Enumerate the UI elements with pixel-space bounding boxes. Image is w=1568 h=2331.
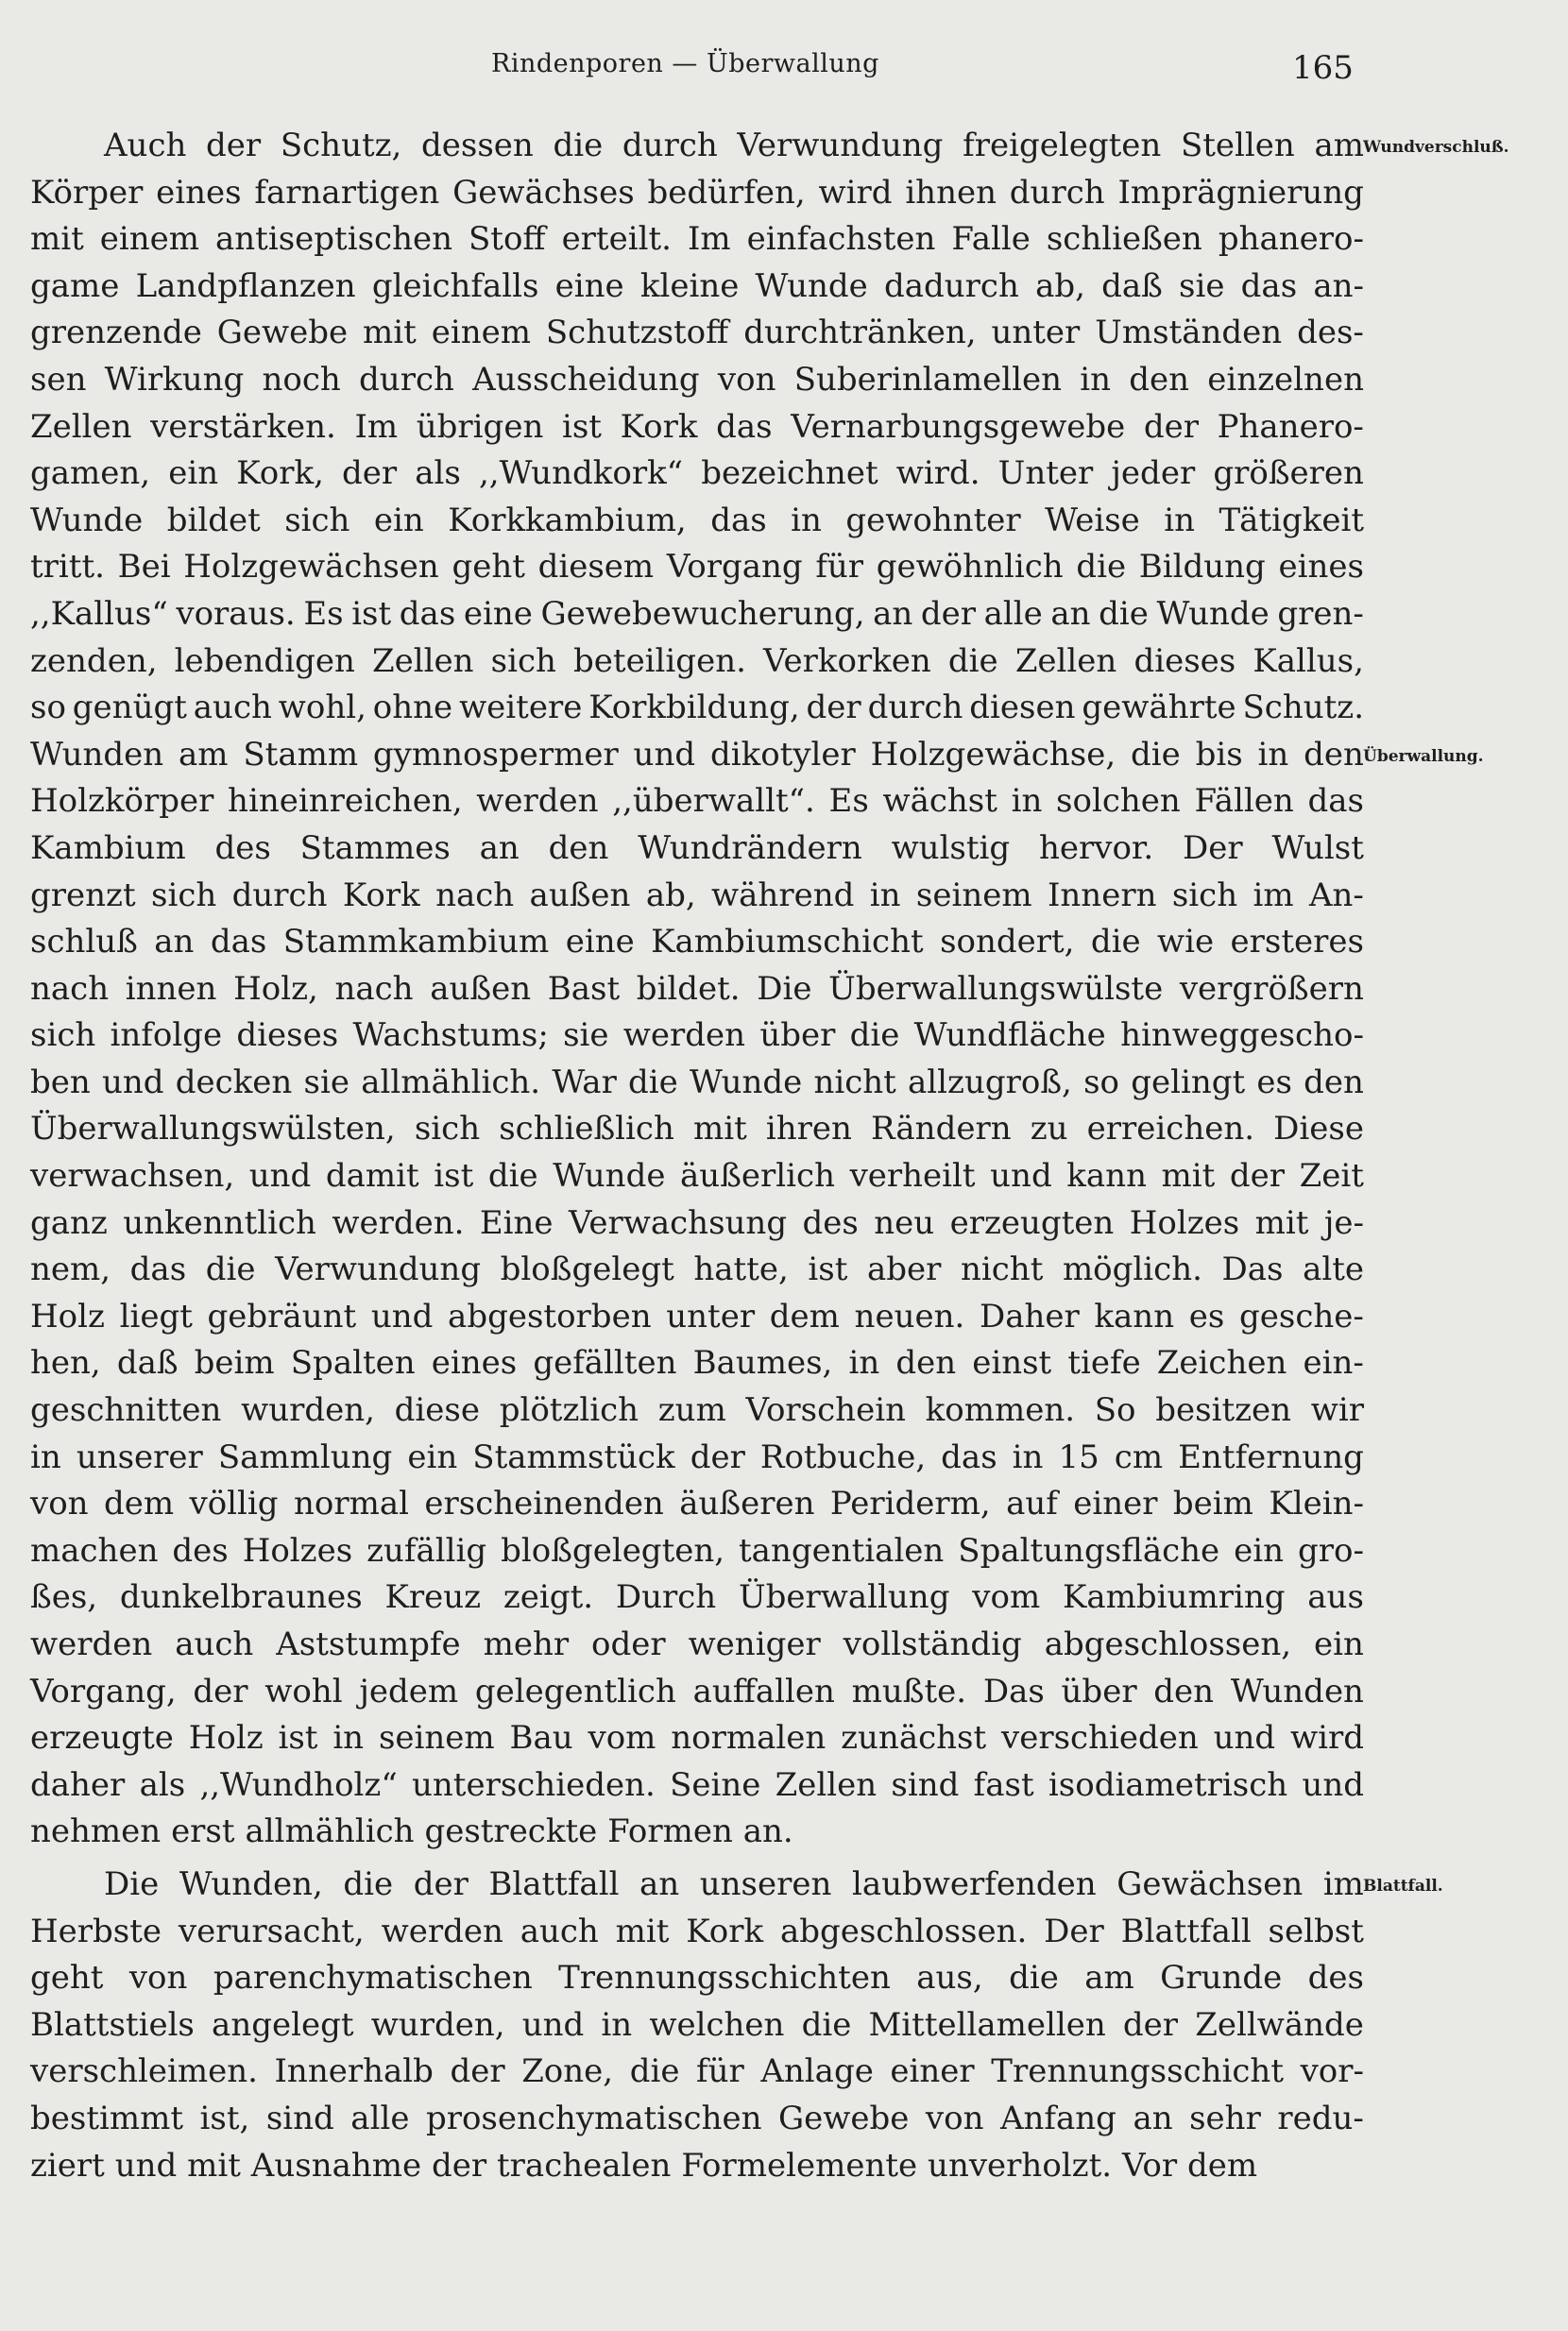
- text-line: von dem völlig normal erscheinenden äußeren Periderm, auf einer beim Klein-: [30, 1485, 1364, 1523]
- text-line: ben und decken sie allmählich. War die Wunde nicht allzugroß, so gelingt es den: [30, 1063, 1364, 1101]
- text-line: hen, daß beim Spalten eines gefällten Baumes, in den einst tiefe Zeichen ein-: [30, 1344, 1364, 1383]
- text-line: grenzt sich durch Kork nach außen ab, während in seinem Innern sich im An-: [30, 876, 1364, 914]
- text-line: Blattstiels angelegt wurden, und in welchen die Mittellamellen der Zellwände: [30, 2005, 1364, 2044]
- text-line: Auch der Schutz, dessen die durch Verwundung freigelegten Stellen am: [104, 127, 1364, 164]
- body-text: [30, 123, 1364, 2189]
- margin-note: Überwallung.: [1363, 747, 1484, 766]
- text-line: mit einem antiseptischen Stoff erteilt. Im einfachsten Falle schließen phanero-: [30, 220, 1364, 259]
- text-line: sich infolge dieses Wachstums; sie werden über die Wundfläche hinweggescho-: [30, 1016, 1364, 1055]
- paragraph: [30, 1862, 1364, 2189]
- paragraph: [30, 123, 1364, 1856]
- text-line: ganz unkenntlich werden. Eine Verwachsung des neu erzeugten Holzes mit je-: [30, 1203, 1364, 1242]
- text-line: schluß an das Stammkambium eine Kambiumschicht sondert, die wie ersteres: [30, 923, 1364, 961]
- text-line: Überwallungswülsten, sich schließlich mit ihren Rändern zu erreichen. Diese: [30, 1110, 1364, 1148]
- text-line: nem, das die Verwundung bloßgelegt hatte, ist aber nicht möglich. Das alte: [30, 1251, 1364, 1289]
- text-line: machen des Holzes zufällig bloßgelegten, tangentialen Spaltungsfläche ein gro-: [30, 1531, 1364, 1570]
- text-line: Wunden am Stamm gymnospermer und dikotyler Holzgewächse, die bis in den: [30, 735, 1364, 774]
- text-line: tritt. Bei Holzgewächsen geht diesem Vorgang für gewöhnlich die Bildung eines: [30, 548, 1364, 587]
- text-line: verschleimen. Innerhalb der Zone, die für Anlage einer Trennungsschicht vor-: [30, 2052, 1364, 2091]
- page-number: 165: [1292, 49, 1354, 87]
- text-line: Holzkörper hineinreichen, werden ,,überwallt“. Es wächst in solchen Fällen das: [30, 782, 1364, 821]
- text-line: erzeugte Holz ist in seinem Bau vom normalen zunächst verschieden und wird: [30, 1719, 1364, 1758]
- text-line: daher als ,,Wundholz“ unterschieden. Seine Zellen sind fast isodiametrisch und: [30, 1765, 1364, 1804]
- text-line: sen Wirkung noch durch Ausscheidung von Suberinlamellen in den einzelnen: [30, 360, 1364, 399]
- text-line: Zellen verstärken. Im übrigen ist Kork das Vernarbungsgewebe der Phanero-: [30, 407, 1364, 446]
- text-line: ßes, dunkelbraunes Kreuz zeigt. Durch Überwallung vom Kambiumring aus: [30, 1578, 1364, 1617]
- text-line: Vorgang, der wohl jedem gelegentlich auffallen mußte. Das über den Wunden: [30, 1672, 1364, 1710]
- text-line: game Landpflanzen gleichfalls eine kleine Wunde dadurch ab, daß sie das an-: [30, 266, 1364, 305]
- text-line: geht von parenchymatischen Trennungsschichten aus, die am Grunde des: [30, 1959, 1364, 1998]
- margin-note: Wundverschluß.: [1363, 138, 1509, 157]
- running-head: Rindenporen — Überwallung: [491, 49, 879, 78]
- text-line: werden auch Aststumpfe mehr oder weniger vollständig abgeschlossen, ein: [30, 1625, 1364, 1663]
- text-line: in unserer Sammlung ein Stammstück der Rotbuche, das in 15 cm Entfernung: [30, 1438, 1364, 1476]
- text-line: geschnitten wurden, diese plötzlich zum Vorschein kommen. So besitzen wir: [30, 1391, 1364, 1430]
- text-line: Kambium des Stammes an den Wundrändern wulstig hervor. Der Wulst: [30, 828, 1364, 867]
- text-line: ,,Kallus“ voraus. Es ist das eine Gewebewucherung, an der alle an die Wunde gren-: [30, 594, 1364, 633]
- text-line: Die Wunden, die der Blattfall an unseren laubwerfenden Gewächsen im: [104, 1864, 1364, 1903]
- text-line: so genügt auch wohl, ohne weitere Korkbildung, der durch diesen gewährte Schutz.: [30, 689, 1364, 727]
- text-line: Wunde bildet sich ein Korkkambium, das in gewohnter Weise in Tätigkeit: [30, 501, 1364, 539]
- text-line: gamen, ein Kork, der als ,,Wundkork“ bezeichnet wird. Unter jeder größeren: [30, 454, 1364, 493]
- text-line: Holz liegt gebräunt und abgestorben unter dem neuen. Daher kann es gesche-: [30, 1297, 1364, 1336]
- text-line: ziert und mit Ausnahme der trachealen Formelemente unverholzt. Vor dem: [30, 2146, 1258, 2185]
- text-line: Körper eines farnartigen Gewächses bedürfen, wird ihnen durch Imprägnierung: [30, 173, 1364, 212]
- text-line: zenden, lebendigen Zellen sich beteiligen. Verkorken die Zellen dieses Kallus,: [30, 641, 1364, 680]
- text-line: grenzende Gewebe mit einem Schutzstoff durchtränken, unter Umständen des-: [30, 314, 1364, 352]
- text-line: Herbste verursacht, werden auch mit Kork abgeschlossen. Der Blattfall selbst: [30, 1912, 1364, 1950]
- text-line: nach innen Holz, nach außen Bast bildet. Die Überwallungswülste vergrößern: [30, 969, 1364, 1008]
- text-line: verwachsen, und damit ist die Wunde äußerlich verheilt und kann mit der Zeit: [30, 1157, 1364, 1196]
- text-line: nehmen erst allmählich gestreckte Formen an.: [30, 1812, 793, 1851]
- text-line: bestimmt ist, sind alle prosenchymatischen Gewebe von Anfang an sehr redu-: [30, 2099, 1364, 2137]
- margin-note: Blattfall.: [1363, 1877, 1443, 1896]
